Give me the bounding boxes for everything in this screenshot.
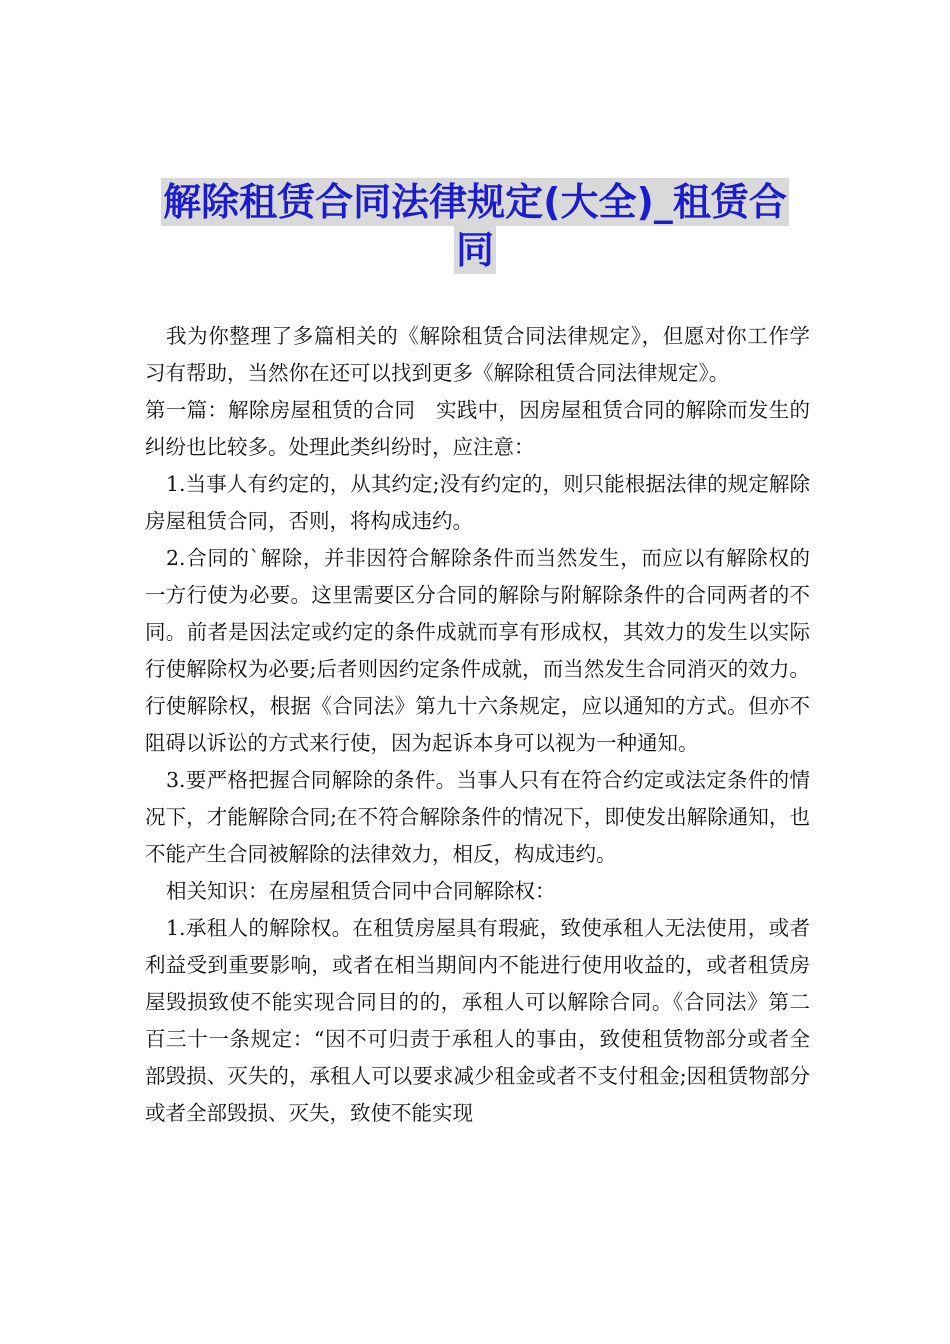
paragraph-section-one: 第一篇：解除房屋租赁的合同 实践中，因房屋租赁合同的解除而发生的纠纷也比较多。处理此类纠纷时，应注意： bbox=[145, 398, 810, 459]
title-line-1: 解除租赁合同法律规定(大全)_租赁合 bbox=[163, 180, 787, 224]
document-body bbox=[145, 318, 810, 1132]
paragraph-lessee-right: 1.承租人的解除权。在租赁房屋具有瑕疵，致使承租人无法使用，或者利益受到重要影响，或者在相当期间内不能进行使用收益的，或者租赁房屋毁损致使不能实现合同目的的，承租人可以解除合同。《合同法》第二百三十一条规定：“因不可归责于承租人的事由，致使租赁物部分或者全部毁损、灭失的，承租人可以要求减少租金或者不支付租金;因租赁物部分或者全部毁损、灭失，致使不能实现 bbox=[145, 916, 810, 1125]
paragraph-intro: 我为你整理了多篇相关的《解除租赁合同法律规定》，但愿对你工作学习有帮助，当然你在还可以找到更多《解除租赁合同法律规定》。 bbox=[145, 324, 810, 385]
paragraph-related-knowledge: 相关知识：在房屋租赁合同中合同解除权： bbox=[166, 879, 556, 903]
document-title bbox=[150, 178, 800, 274]
title-line-2: 同 bbox=[455, 228, 494, 272]
paragraph-item-3: 3.要严格把握合同解除的条件。当事人只有在符合约定或法定条件的情况下，才能解除合同;在不符合解除条件的情况下，即使发出解除通知，也不能产生合同被解除的法律效力，相反，构成违约。 bbox=[145, 768, 810, 866]
paragraph-item-1: 1.当事人有约定的，从其约定;没有约定的，则只能根据法律的规定解除房屋租赁合同，否则，将构成违约。 bbox=[145, 472, 810, 533]
paragraph-item-2: 2.合同的`解除，并非因符合解除条件而当然发生，而应以有解除权的一方行使为必要。这里需要区分合同的解除与附解除条件的合同两者的不同。前者是因法定或约定的条件成就而享有形成权，其效力的发生以实际行使解除权为必要;后者则因约定条件成就，而当然发生合同消灭的效力。行使解除权，根据《合同法》第九十六条规定，应以通知的方式。但亦不阻碍以诉讼的方式来行使，因为起诉本身可以视为一种通知。 bbox=[145, 546, 810, 755]
